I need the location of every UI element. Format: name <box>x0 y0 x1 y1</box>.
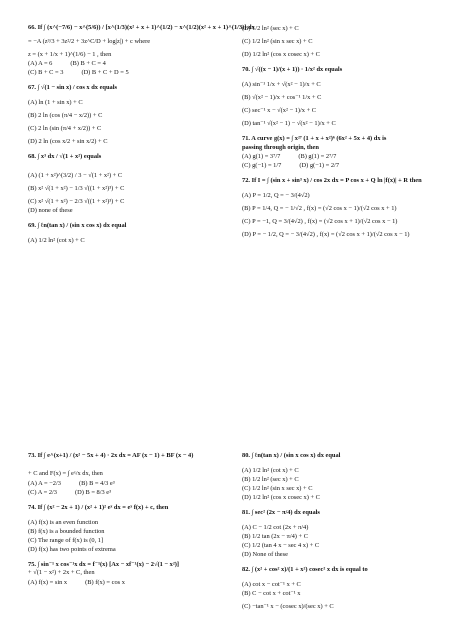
q74-option-a: (A) f(x) is an even function <box>28 518 99 526</box>
q68-option-d: (D) none of these <box>28 207 73 215</box>
q74-option-d: (D) f(x) has two points of extrema <box>28 545 116 553</box>
q74-stem: 74. If ∫ (x² − 2x + 1) / (x² + 1)² eˣ dx = eˣ f(x) + c, then <box>28 503 169 511</box>
q71-stem2: passing through origin, then <box>242 143 319 151</box>
q73-option-a: (A) A = −2/3 <box>28 479 61 487</box>
q66-option-c: (C) B + C = 3 <box>28 69 64 77</box>
q67-option-b: (B) 2 ln (cos (π/4 − x/2)) + C <box>28 112 103 120</box>
q73-line2: + C and F(x) = ∫ eˣ/x dx, then <box>28 470 103 477</box>
q69-option-d: (D) 1/2 ln² (cos x cosec x) + C <box>242 51 320 58</box>
q82-option-b: (B) C − cot x + cot⁻¹ x <box>242 590 301 597</box>
q66-stem: 66. If ∫ (x^(−7/6) − x^(5/6)) / [x^(1/3)(x² + x + 1)^(1/2) − x^(1/2)(x² + x + 1)^(1/3)] dx <box>28 24 255 31</box>
q80-option-b: (B) 1/2 ln² (sec x) + C <box>242 476 299 483</box>
q70-stem: 70. ∫ √((x − 1)/(x + 1)) · 1/x² dx equals <box>242 66 343 73</box>
left-column-bottom <box>28 452 228 594</box>
q71-option-d: (D) g(−1) = 2/7 <box>299 162 340 170</box>
q81-option-c: (C) 1/2 (tan 4 x − sec 4 x) + C <box>242 542 320 549</box>
q82-option-c: (C) −tan⁻¹ x − (cosec x)/(sec x) + C <box>242 603 334 610</box>
q66-option-a: (A) A = 6 <box>28 60 53 68</box>
question-80 <box>242 452 460 502</box>
left-column-top <box>28 24 255 252</box>
q66-line2: = −A (z³/3 + 3z²/2 + 3z^C/D + log|z|) + c where <box>28 38 151 45</box>
q71-option-b: (B) g(1) = 2⁷/7 <box>298 153 337 161</box>
q80-option-a: (A) 1/2 ln² (cot x) + C <box>242 467 299 474</box>
right-column-bottom <box>242 452 460 618</box>
q73-option-b: (B) B = 4/3 e³ <box>78 479 115 487</box>
question-66 <box>28 24 255 77</box>
q72-option-d: (D) P = − 1/2, Q = − 3/(4√2) , f(x) = (√2 cos x + 1)/(√2 cos x − 1) <box>242 231 410 239</box>
q68-option-a: (A) (1 + x²)^(3/2) / 3 − √(1 + x²) + C <box>28 172 123 180</box>
q67-option-a: (A) ln (1 + sin x) + C <box>28 99 83 107</box>
q68-option-b: (B) x² √(1 + x²) − 1/3 √((1 + x²)³) + C <box>28 185 125 193</box>
question-70 <box>242 66 460 128</box>
q67-option-d: (D) 2 ln (cos x/2 + sin x/2) + C <box>28 138 108 146</box>
q69-option-b: (B) 1/2 ln² (sec x) + C <box>242 25 299 32</box>
q69-stem: 69. ∫ ℓn(tan x) / (sin x cos x) dx equal <box>28 222 127 230</box>
question-67 <box>28 84 228 146</box>
q68-option-c: (C) x² √(1 + x²) − 2/3 √((1 + x²)³) + C <box>28 198 125 206</box>
q81-option-d: (D) None of these <box>242 551 288 558</box>
q67-option-c: (C) 2 ln (sin (π/4 + x/2)) + C <box>28 125 102 133</box>
q70-option-c: (C) sec⁻¹ x − √(x² − 1)/x + C <box>242 107 317 114</box>
q72-stem: 72. If I = ∫ (sin x + sin³ x) / cos 2x dx = P cos x + Q ln |f(x)| + R then <box>242 177 422 185</box>
q74-option-b: (B) f(x) is a bounded function <box>28 527 105 535</box>
q75-option-a: (A) f(x) = sin x <box>28 578 68 586</box>
q69-option-a: (A) 1/2 ln² (cot x) + C <box>28 237 85 245</box>
question-69 <box>28 222 228 245</box>
question-72 <box>242 177 460 239</box>
right-column-top <box>242 24 460 246</box>
q80-option-d: (D) 1/2 ln² (cos x cosec x) + C <box>242 494 320 501</box>
q70-option-a: (A) sin⁻¹ 1/x + √(x² − 1)/x + C <box>242 81 321 88</box>
question-69-continued <box>242 24 460 59</box>
q67-stem: 67. ∫ √(1 − sin x) / cos x dx equals <box>28 84 117 92</box>
q68-stem: 68. ∫ x³ dx / √(1 + x²) equals <box>28 153 102 161</box>
q72-option-c: (C) P = −1, Q = 3/(4√2) , f(x) = (√2 cos x + 1)/(√2 cos x − 1) <box>242 218 398 226</box>
q72-option-b: (B) P = 1/4, Q = − 1/√2 , f(x) = (√2 cos x − 1)/(√2 cos x + 1) <box>242 205 397 213</box>
q82-stem: 82. ∫ (x² + cos² x)/(1 + x²) cosec² x dx is equal to <box>242 566 368 573</box>
q81-stem: 81. ∫ sec² (2x − π/4) dx equals <box>242 509 320 516</box>
question-82 <box>242 566 460 611</box>
q66-option-b: (B) B + C = 4 <box>70 60 106 68</box>
q71-option-c: (C) g(−1) = 1/7 <box>242 162 282 170</box>
q71-stem: 71. A curve g(x) = ∫ x²⁷ (1 + x + x²)⁶ (6x² + 5x + 4) dx is <box>242 135 387 142</box>
question-73 <box>28 452 228 497</box>
q73-option-d: (D) B = 8/3 e³ <box>75 488 112 496</box>
q74-option-c: (C) The range of f(x) is (0, 1] <box>28 536 104 544</box>
question-68 <box>28 153 228 215</box>
question-74 <box>28 504 228 554</box>
q71-option-a: (A) g(1) = 3⁷/7 <box>242 153 281 161</box>
q70-option-d: (D) tan⁻¹ √(x² − 1) − √(x² − 1)/x + C <box>242 120 336 127</box>
question-75 <box>28 561 228 587</box>
question-71 <box>242 135 460 170</box>
q75-stem: 75. ∫ sin⁻¹ x cos⁻¹x dx = f⁻¹(x) [Ax − xf⁻¹(x) − 2√(1 − x²)] <box>28 560 179 568</box>
q73-option-c: (C) A = 2/3 <box>28 488 57 496</box>
q66-option-d: (D) B + C + D = 5 <box>81 69 129 77</box>
q82-option-a: (A) cot x − cot⁻¹ x + C <box>242 581 301 588</box>
question-81 <box>242 509 460 559</box>
q75-option-b: (B) f(x) = cos x <box>85 578 125 586</box>
q72-option-a: (A) P = 1/2, Q = − 3/(4√2) <box>242 192 310 200</box>
q66-line3: z = (x + 1/x + 1)^(1/6) − 1 , then <box>28 50 112 58</box>
q81-option-a: (A) C − 1/2 cot (2x + π/4) <box>242 524 309 531</box>
q73-stem: 73. If ∫ e^(x+1) / (x² − 5x + 4) · 2x dx = AF (x − 1) + BF (x − 4) <box>28 452 194 459</box>
q80-stem: 80. ∫ ℓn(tan x) / (sin x cos x) dx equal <box>242 452 341 459</box>
q81-option-b: (B) 1/2 tan (2x − π/4) + C <box>242 533 308 540</box>
q69-option-c: (C) 1/2 ln² (sin x sec x) + C <box>242 38 313 45</box>
q75-line2: + √(1 − x²) + 2x + C, then <box>28 569 95 577</box>
q80-option-c: (C) 1/2 ln² (sin x sec x) + C <box>242 485 313 492</box>
q70-option-b: (B) √(x² − 1)/x + cos⁻¹ 1/x + C <box>242 94 322 101</box>
